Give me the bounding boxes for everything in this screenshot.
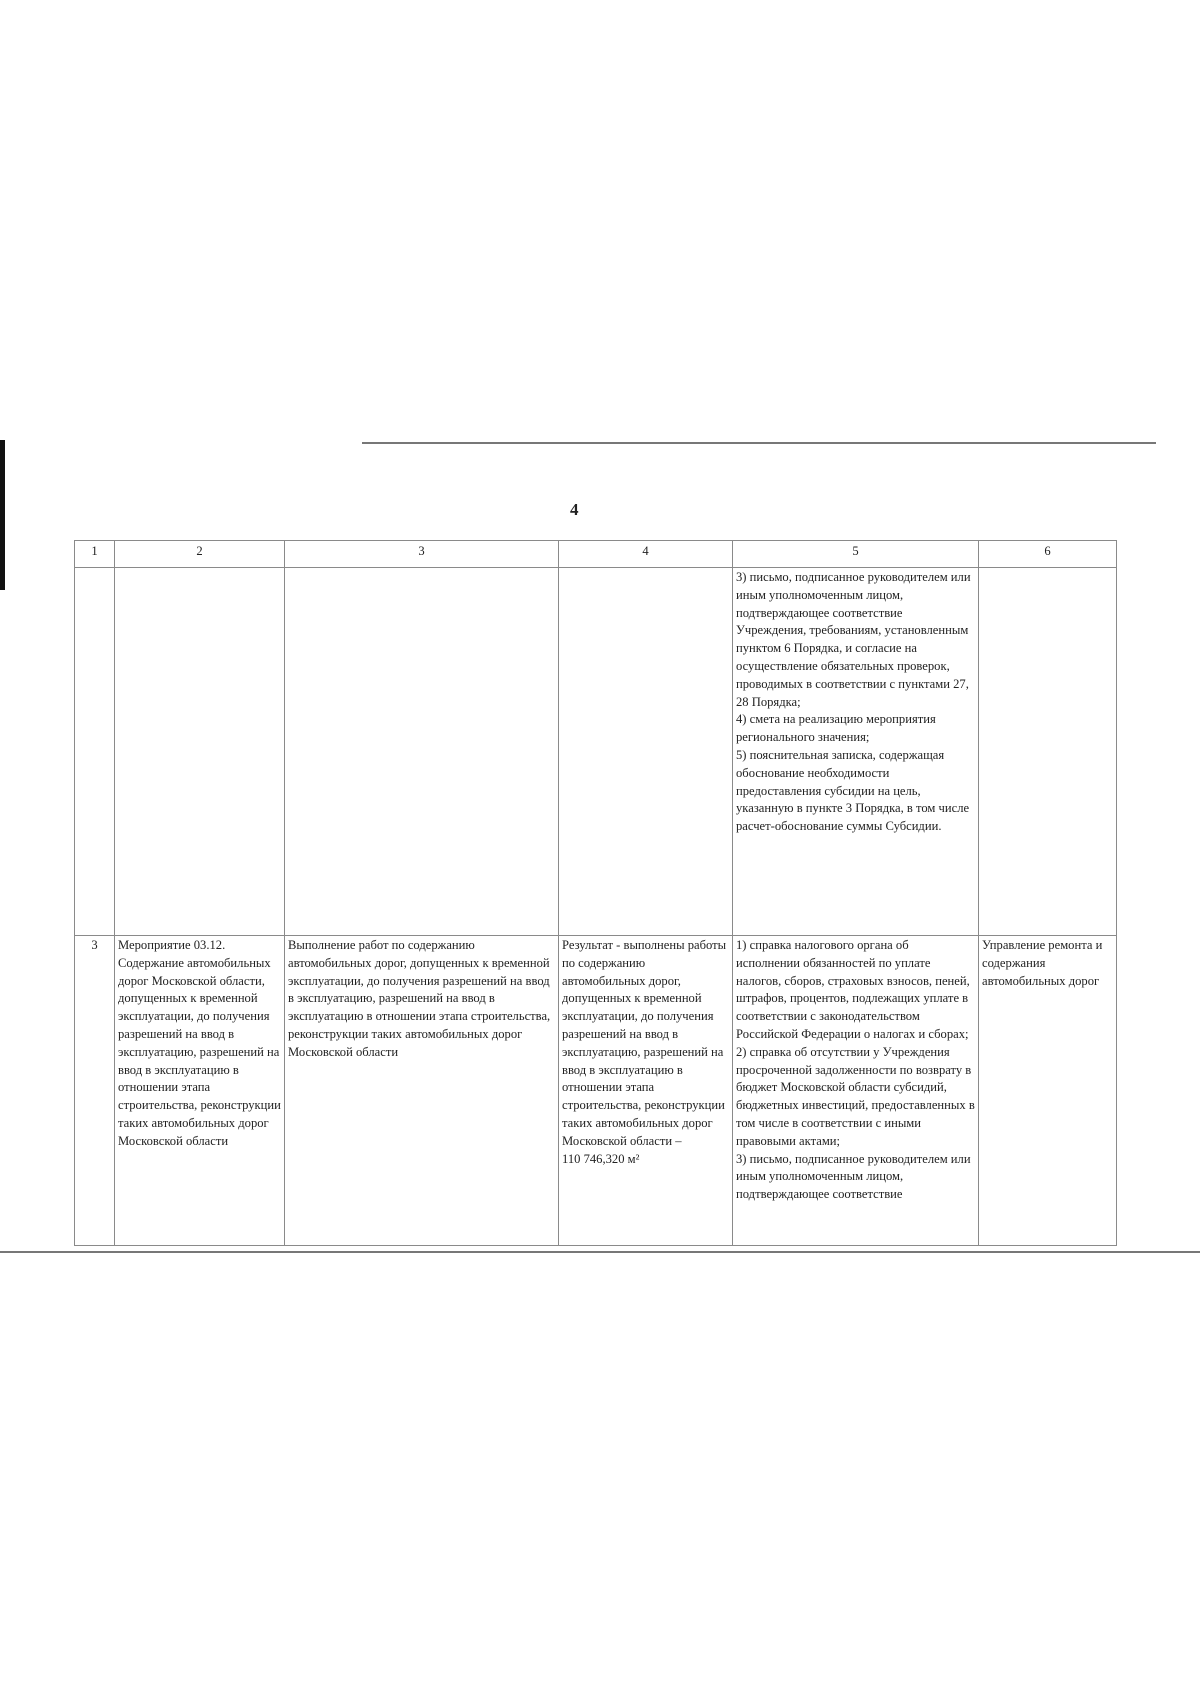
header-cell-5: 5 — [733, 541, 979, 568]
works-cell: Выполнение работ по содержанию автомобильных дорог, допущенных к временной эксплуатации, до получения разрешений на ввод в эксплуатацию, разрешений на ввод в эксплуатацию в отношении этапа строительства, реконструкции таких автомобильных дорог Московской области — [285, 936, 559, 1246]
table-row — [75, 568, 1117, 936]
measure-cell — [115, 568, 285, 936]
bottom-rule — [0, 1251, 1200, 1253]
header-cell-2: 2 — [115, 541, 285, 568]
header-cell-6: 6 — [979, 541, 1117, 568]
table-row — [75, 936, 1117, 1246]
documents-cell: 1) справка налогового органа об исполнении обязанностей по уплате налогов, сборов, страховых взносов, пеней, штрафов, процентов, подлежащих уплате в соответствии с законодательством Российской Федерации о налогах и сборах; 2) справка об отсутствии у Учреждения просроченной задолженности по возврату в бюджет Московской области субсидий, бюджетных инвестиций, предоставленных в том числе в соответствии с иными правовыми актами; 3) письмо, подписанное руководителем или иным уполномоченным лицом, подтверждающее соответствие — [733, 936, 979, 1246]
requirements-table — [74, 540, 1117, 1246]
result-cell: Результат - выполнены работы по содержанию автомобильных дорог, допущенных к временной эксплуатации, до получения разрешений на ввод в эксплуатацию, разрешений на ввод в эксплуатацию в отношении этапа строительства, реконструкции таких автомобильных дорог Московской области – 110 746,320 м² — [559, 936, 733, 1246]
header-cell-3: 3 — [285, 541, 559, 568]
responsible-cell — [979, 568, 1117, 936]
documents-cell: 3) письмо, подписанное руководителем или иным уполномоченным лицом, подтверждающее соответствие Учреждения, требованиям, установленным пунктом 6 Порядка, и согласие на осуществление обязательных проверок, проводимых в соответствии с пунктами 27, 28 Порядка; 4) смета на реализацию мероприятия регионального значения; 5) пояснительная записка, содержащая обоснование необходимости предоставления субсидии на цель, указанную в пункте 3 Порядка, в том числе расчет-обоснование суммы Субсидии. — [733, 568, 979, 936]
header-cell-1: 1 — [75, 541, 115, 568]
top-rule — [362, 442, 1156, 444]
row-number-cell: 3 — [75, 936, 115, 1246]
works-cell — [285, 568, 559, 936]
measure-cell: Мероприятие 03.12. Содержание автомобильных дорог Московской области, допущенных к временной эксплуатации, до получения разрешений на ввод в эксплуатацию, разрешений на ввод в эксплуатацию в отношении этапа строительства, реконструкции таких автомобильных дорог Московской области — [115, 936, 285, 1246]
scan-edge-mark — [0, 440, 5, 590]
table-header-row — [75, 541, 1117, 568]
header-cell-4: 4 — [559, 541, 733, 568]
row-number-cell — [75, 568, 115, 936]
result-cell — [559, 568, 733, 936]
page-number: 4 — [570, 500, 579, 519]
responsible-cell: Управление ремонта и содержания автомобильных дорог — [979, 936, 1117, 1246]
